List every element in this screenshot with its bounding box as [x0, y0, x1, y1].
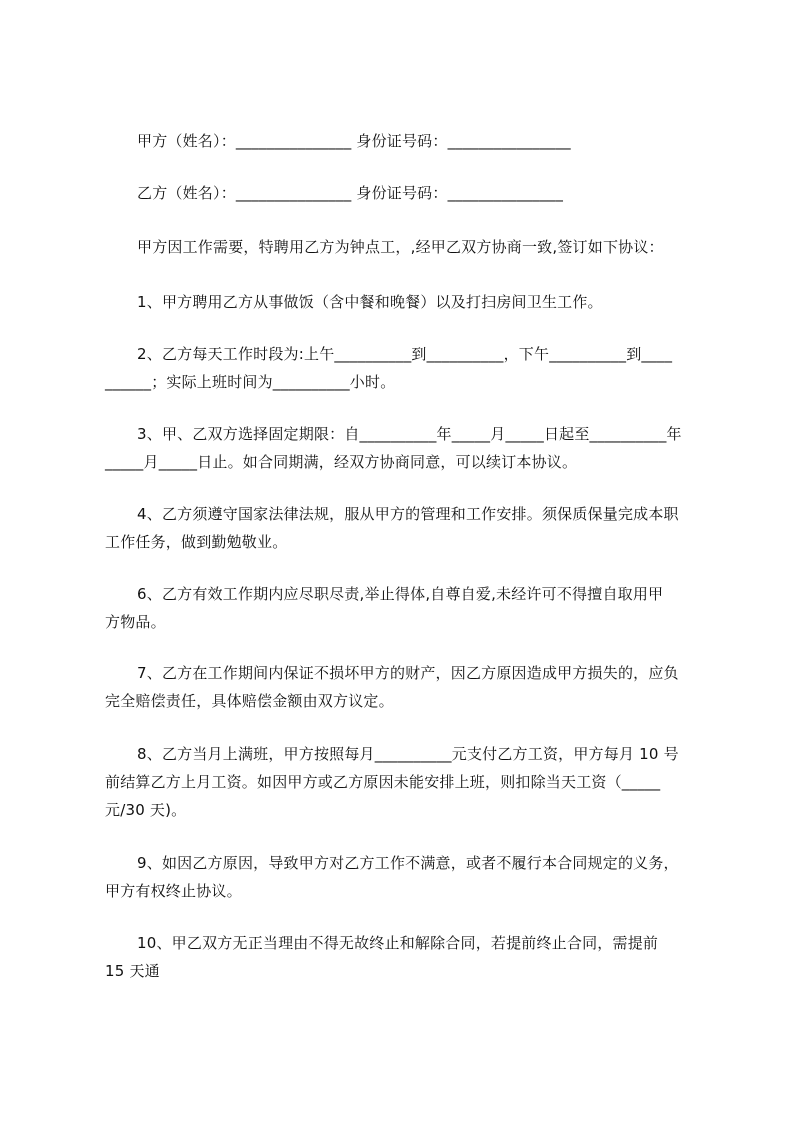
- clause-9-line-2: 甲方有权终止协议。: [105, 882, 242, 900]
- clause-6-line-2: 方物品。: [105, 613, 166, 631]
- clause-2-line-1: 2、乙方每天工作时段为:上午__________到__________，下午__________到____: [137, 345, 673, 363]
- clause-10-line-2: 15 天通: [105, 962, 160, 980]
- clause-1: 1、甲方聘用乙方从事做饭（含中餐和晚餐）以及打扫房间卫生工作。: [137, 293, 603, 311]
- party-a-name-line: 甲方（姓名）：_______________ 身份证号码：________________: [137, 132, 571, 150]
- clause-8-line-2: 前结算乙方上月工资。如因甲方或乙方原因未能安排上班，则扣除当天工资（_____: [105, 773, 661, 791]
- clause-9-line-1: 9、如因乙方原因，导致甲方对乙方工作不满意，或者不履行本合同规定的义务，: [137, 854, 679, 872]
- clause-7-line-1: 7、乙方在工作期间内保证不损坏甲方的财产，因乙方原因造成甲方损失的，应负: [137, 664, 679, 682]
- clause-7-line-2: 完全赔偿责任，具体赔偿金额由双方议定。: [105, 692, 394, 710]
- clause-8-line-3: 元/30 天)。: [105, 801, 187, 819]
- clause-2-line-2: ______；实际上班时间为__________小时。: [105, 373, 396, 391]
- clause-4-line-1: 4、乙方须遵守国家法律法规，服从甲方的管理和工作安排。须保质保量完成本职: [137, 505, 679, 523]
- clause-6-line-1: 6、乙方有效工作期内应尽职尽责,举止得体,自尊自爱,未经许可不得擅自取用甲: [137, 585, 664, 603]
- clause-8-line-1: 8、乙方当月上满班，甲方按照每月__________元支付乙方工资，甲方每月 10 号: [137, 745, 679, 763]
- clause-4-line-2: 工作任务，做到勤勉敬业。: [105, 533, 288, 551]
- party-b-name-line: 乙方（姓名）：_______________ 身份证号码：_______________: [137, 184, 564, 202]
- clause-3-line-1: 3、甲、乙双方选择固定期限：自__________年_____月_____日起至__________年: [137, 425, 682, 443]
- clause-3-line-2: _____月_____日止。如合同期满，经双方协商同意，可以续订本协议。: [105, 453, 578, 471]
- clause-10-line-1: 10、甲乙双方无正当理由不得无故终止和解除合同，若提前终止合同，需提前: [137, 934, 659, 952]
- intro-paragraph: 甲方因工作需要，特聘用乙方为钟点工，,经甲乙双方协商一致,签订如下协议：: [137, 238, 664, 256]
